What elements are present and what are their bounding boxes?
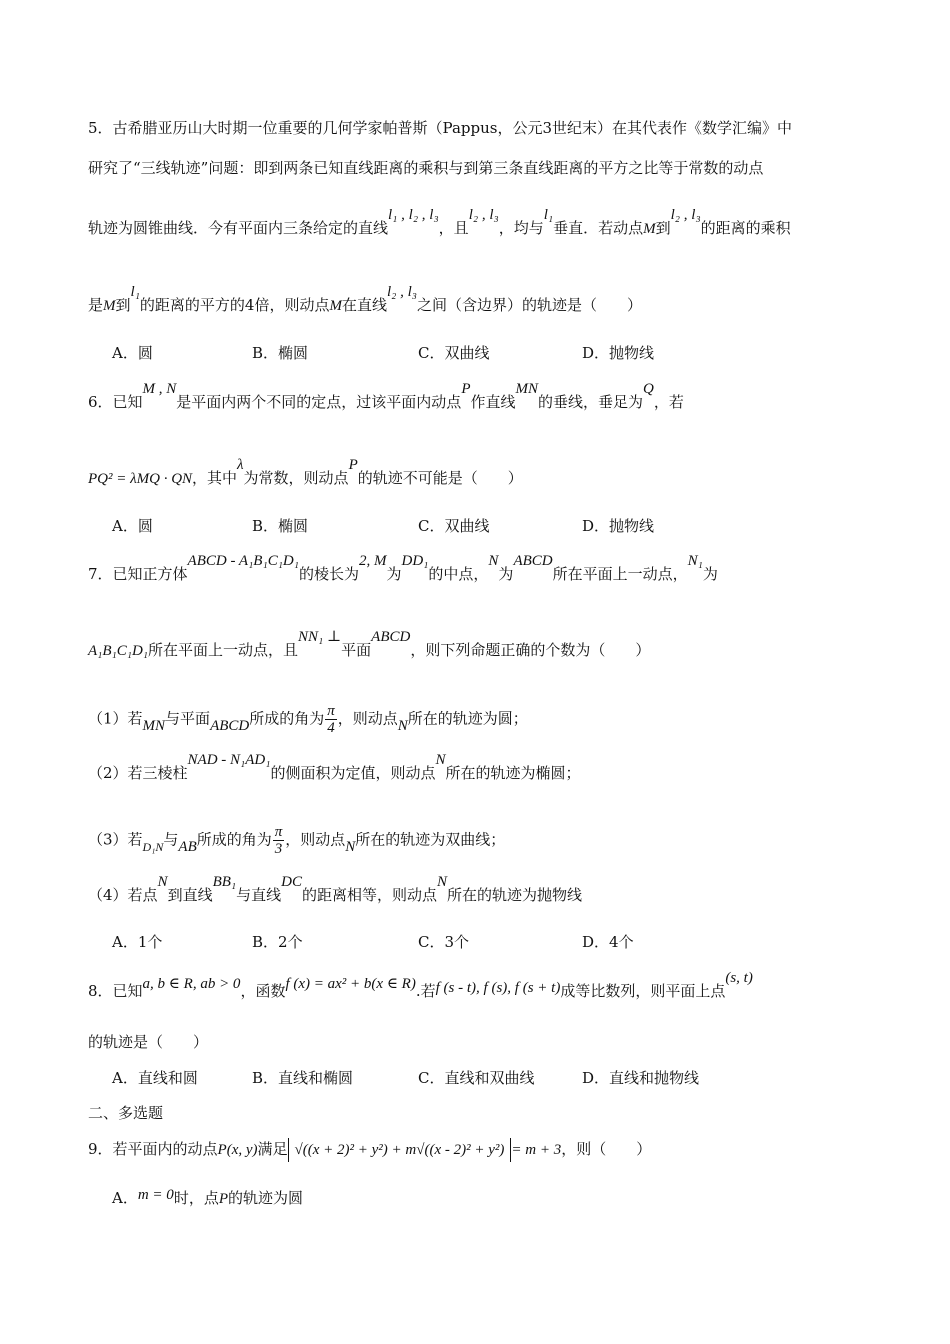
q5-option-b[interactable]: B．椭圆 bbox=[252, 344, 309, 362]
q5-text: 之间（含边界）的轨迹是（ ） bbox=[417, 296, 643, 314]
math-prism: NAD - N₁AD₁ bbox=[187, 752, 271, 768]
q8-option-c[interactable]: C．直线和双曲线 bbox=[418, 1069, 535, 1087]
q7-text: 所在的轨迹为双曲线； bbox=[355, 830, 506, 849]
frac-den: 4 bbox=[327, 720, 335, 736]
math-Pxy: P(x, y) bbox=[217, 1142, 258, 1158]
q9-text: A． bbox=[112, 1189, 138, 1207]
math-l23: l₂ , l₃ bbox=[386, 284, 417, 300]
frac-den: 3 bbox=[274, 841, 283, 857]
q6-text: 作直线 bbox=[470, 393, 516, 411]
math-N1: N₁ bbox=[687, 553, 703, 569]
q7-option-d[interactable]: D．4个 bbox=[582, 933, 634, 951]
math-P: P bbox=[218, 1191, 228, 1207]
q5-text: 垂直．若动点 bbox=[553, 219, 644, 237]
q9-text: ，则（ ） bbox=[561, 1140, 652, 1158]
q6-option-b[interactable]: B．椭圆 bbox=[252, 517, 309, 535]
math-MN: MN bbox=[515, 381, 538, 397]
q7-text: 所在的轨迹为抛物线 bbox=[447, 886, 583, 904]
q7-text: 的中点， bbox=[428, 565, 489, 583]
q9-line-1 bbox=[88, 1138, 651, 1162]
q7-text: （3）若 bbox=[88, 830, 143, 849]
q6-text: 6．已知 bbox=[88, 393, 143, 411]
q8-line-2: 的轨迹是（ ） bbox=[88, 1033, 209, 1051]
math-BB1: BB₁ bbox=[212, 874, 237, 890]
q7-text: 的侧面积为定值，则动点 bbox=[270, 764, 436, 782]
math-edge: 2, M bbox=[358, 553, 387, 569]
math-NN1-perp: NN₁ ⊥ bbox=[298, 629, 342, 645]
frac-num: π bbox=[327, 703, 335, 719]
q7-text: ，则动点 bbox=[285, 830, 346, 849]
math-lambda: λ bbox=[237, 457, 244, 473]
math-N: N bbox=[435, 752, 446, 768]
q7-text: 7．已知正方体 bbox=[88, 565, 188, 583]
math-P: P bbox=[461, 381, 471, 397]
q7-text: ，则下列命题正确的个数为（ ） bbox=[410, 641, 651, 659]
math-P: P bbox=[348, 457, 358, 473]
q5-line-2: 研究了“三线轨迹”问题：即到两条已知直线距离的乘积与到第三条直线距离的平方之比等于常数的动点 bbox=[88, 159, 764, 177]
q7-text: （2）若三棱柱 bbox=[88, 764, 188, 782]
q7-option-b[interactable]: B．2个 bbox=[252, 933, 303, 951]
math-Q: Q bbox=[643, 381, 654, 397]
q7-option-c[interactable]: C．3个 bbox=[418, 933, 470, 951]
q5-text: 在直线 bbox=[341, 296, 387, 314]
q7-text: 到直线 bbox=[167, 886, 213, 904]
q6-text: ，若 bbox=[653, 393, 684, 411]
frac-num: π bbox=[274, 824, 283, 840]
q7-statement-1 bbox=[88, 703, 528, 736]
math-l23: l₂ , l₃ bbox=[468, 207, 499, 223]
fraction-pi-3 bbox=[273, 824, 285, 857]
q9-text: 9．若平面内的动点 bbox=[88, 1140, 218, 1158]
q5-text: 到 bbox=[115, 296, 131, 314]
q7-line-1 bbox=[88, 553, 718, 585]
math-sequence: f (s - t), f (s), f (s + t) bbox=[435, 980, 561, 996]
math-MN: MN bbox=[142, 717, 166, 734]
q7-text: 所在的轨迹为圆； bbox=[407, 709, 528, 728]
q7-text: （1）若 bbox=[88, 709, 143, 728]
q5-option-d[interactable]: D．抛物线 bbox=[582, 344, 655, 362]
q8-line-1 bbox=[88, 970, 753, 1002]
q5-text: ，且 bbox=[438, 219, 469, 237]
q6-line-2 bbox=[88, 457, 523, 489]
q7-text: 的棱长为 bbox=[298, 565, 359, 583]
q7-text: 与平面 bbox=[165, 709, 211, 728]
math-l123: l₁ , l₂ , l₃ bbox=[388, 207, 439, 223]
q7-statement-4 bbox=[88, 874, 583, 906]
q6-option-d[interactable]: D．抛物线 bbox=[582, 517, 655, 535]
q6-text: 的垂线，垂足为 bbox=[538, 393, 644, 411]
q6-option-a[interactable]: A．圆 bbox=[112, 517, 153, 535]
math-l1: l₁ bbox=[543, 207, 554, 223]
math-N: N bbox=[397, 717, 408, 734]
q9-option-a[interactable] bbox=[112, 1188, 303, 1209]
q5-line-1: 5．古希腊亚历山大时期一位重要的几何学家帕普斯（Pappus，公元3世纪末）在其代表作《数学汇编》中 bbox=[88, 119, 793, 137]
q6-text: 的轨迹不可能是（ ） bbox=[357, 469, 523, 487]
math-D1N: D₁N bbox=[142, 839, 164, 854]
math-DC: DC bbox=[281, 874, 302, 890]
math-l23: l₂ , l₃ bbox=[670, 207, 701, 223]
q7-text: 平面 bbox=[341, 641, 372, 659]
math-AB: AB bbox=[178, 838, 197, 855]
q5-text: 的距离的平方的4倍，则动点 bbox=[139, 296, 330, 314]
math-pq-equation: PQ² = λMQ · QN bbox=[88, 471, 193, 487]
q7-text: 所在平面上一动点，且 bbox=[148, 641, 299, 659]
q7-text: 所在的轨迹为椭圆； bbox=[445, 764, 581, 782]
math-N: N bbox=[488, 553, 499, 569]
math-rhs: = m + 3 bbox=[511, 1142, 562, 1158]
q5-line-3 bbox=[88, 207, 791, 239]
q7-text: 为 bbox=[498, 565, 514, 583]
math-absolute-expression: √((x + 2)² + y²) + m√((x - 2)² + y²) bbox=[288, 1138, 512, 1162]
q6-option-c[interactable]: C．双曲线 bbox=[418, 517, 490, 535]
q7-text: （4）若点 bbox=[88, 886, 158, 904]
math-l1: l₁ bbox=[130, 284, 140, 300]
q5-text: 轨迹为圆锥曲线．今有平面内三条给定的直线 bbox=[88, 219, 389, 237]
q8-option-b[interactable]: B．直线和椭圆 bbox=[252, 1069, 354, 1087]
math-ABCD: ABCD bbox=[371, 629, 411, 645]
q7-text: 为 bbox=[386, 565, 402, 583]
q8-text: .若 bbox=[415, 982, 436, 1000]
q7-line-2 bbox=[88, 629, 651, 661]
q6-text: 为常数，则动点 bbox=[243, 469, 349, 487]
q6-text: ，其中 bbox=[192, 469, 238, 487]
q9-text: 满足 bbox=[257, 1140, 288, 1158]
q9-text: 时，点 bbox=[173, 1189, 219, 1207]
q7-text: 与 bbox=[163, 830, 179, 849]
q5-option-c[interactable]: C．双曲线 bbox=[418, 344, 490, 362]
math-function: f (x) = ax² + b(x ∈ R) bbox=[285, 976, 416, 992]
math-m0: m = 0 bbox=[137, 1187, 174, 1203]
q5-text: 是 bbox=[88, 296, 104, 314]
math-ABCD: ABCD bbox=[210, 717, 250, 734]
math-M: M bbox=[643, 221, 656, 237]
math-N: N bbox=[345, 838, 356, 855]
math-point-st: (s, t) bbox=[725, 970, 753, 986]
math-ABCD: ABCD bbox=[513, 553, 553, 569]
q8-text: 8．已知 bbox=[88, 982, 143, 1000]
q7-text: 所成的角为 bbox=[249, 709, 325, 728]
section-heading: 二、多选题 bbox=[88, 1104, 164, 1122]
math-N: N bbox=[157, 874, 168, 890]
q6-line-1 bbox=[88, 381, 684, 413]
q5-line-4 bbox=[88, 284, 643, 316]
q7-text: 为 bbox=[702, 565, 718, 583]
math-N: N bbox=[437, 874, 448, 890]
q5-text: 到 bbox=[655, 219, 671, 237]
q8-text: ，函数 bbox=[240, 982, 286, 1000]
q5-text: 的距离的乘积 bbox=[700, 219, 791, 237]
q7-text: ，则动点 bbox=[337, 709, 398, 728]
math-M: M bbox=[329, 298, 342, 314]
q7-statement-2 bbox=[88, 752, 581, 784]
q7-statement-3 bbox=[88, 824, 505, 857]
math-M: M bbox=[103, 298, 116, 314]
math-A1B1C1D1: A₁B₁C₁D₁ bbox=[88, 643, 149, 659]
q8-option-d[interactable]: D．直线和抛物线 bbox=[582, 1069, 700, 1087]
q7-option-a[interactable]: A．1个 bbox=[112, 933, 163, 951]
q5-option-a[interactable]: A．圆 bbox=[112, 344, 153, 362]
math-condition: a, b ∈ R, ab > 0 bbox=[142, 976, 241, 992]
q8-option-a[interactable]: A．直线和圆 bbox=[112, 1069, 198, 1087]
math-DD1: DD₁ bbox=[401, 553, 429, 569]
math-cube: ABCD - A₁B₁C₁D₁ bbox=[187, 553, 299, 569]
q6-text: 是平面内两个不同的定点，过该平面内动点 bbox=[176, 393, 462, 411]
q5-text: ，均与 bbox=[498, 219, 544, 237]
q7-text: 所成的角为 bbox=[196, 830, 272, 849]
fraction-pi-4 bbox=[325, 703, 337, 736]
math-M-N: M , N bbox=[142, 381, 177, 397]
q9-text: 的轨迹为圆 bbox=[228, 1189, 304, 1207]
q7-text: 与直线 bbox=[236, 886, 282, 904]
q7-text: 所在平面上一动点， bbox=[552, 565, 688, 583]
q7-text: 的距离相等，则动点 bbox=[301, 886, 437, 904]
q8-text: 成等比数列，则平面上点 bbox=[560, 982, 726, 1000]
